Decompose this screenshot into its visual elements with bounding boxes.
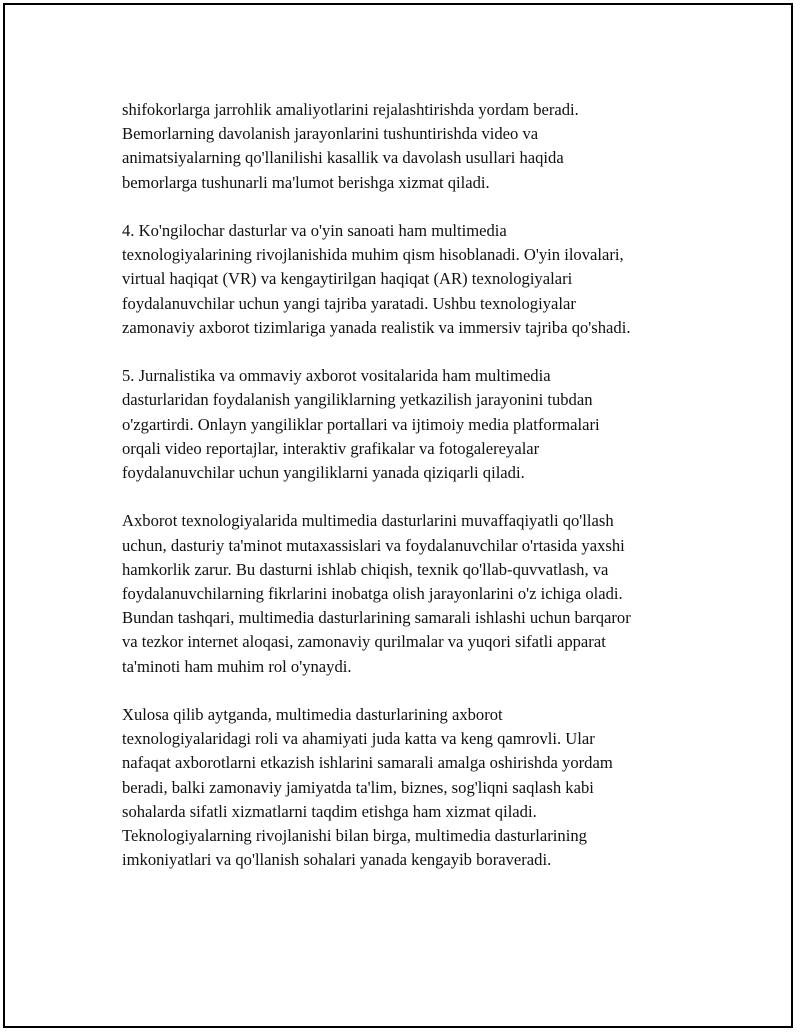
- text-line: uchun, dasturiy ta'minot mutaxassislari va foydalanuvchilar o'rtasida yaxshi: [122, 535, 625, 555]
- text-line: beradi, balki zamonaviy jamiyatda ta'lim, biznes, sog'liqni saqlash kabi: [122, 777, 594, 797]
- paragraph-conclusion: [122, 703, 712, 872]
- text-line: ta'minoti ham muhim rol o'ynaydi.: [122, 656, 352, 676]
- paragraph-successful-application: [122, 509, 712, 678]
- text-line: virtual haqiqat (VR) va kengaytirilgan haqiqat (AR) texnologiyalari: [122, 269, 573, 289]
- text-line: shifokorlarga jarrohlik amaliyotlarini rejalashtirishda yordam beradi.: [122, 100, 579, 119]
- text-line: foydalanuvchilarning fikrlarini inobatga olish jarayonlarini o'z ichiga oladi.: [122, 584, 623, 604]
- document-page: [3, 3, 793, 1028]
- text-line: zamonaviy axborot tizimlariga yanada realistik va immersiv tajriba qo'shadi.: [122, 317, 631, 337]
- text-line: nafaqat axborotlarni etkazish ishlarini samarali amalga oshirishda yordam: [122, 753, 613, 773]
- text-line: foydalanuvchilar uchun yangiliklarni yanada qiziqarli qiladi.: [122, 463, 525, 483]
- text-line: Xulosa qilib aytganda, multimedia dasturlarining axborot: [122, 705, 503, 725]
- text-line: bemorlarga tushunarli ma'lumot berishga xizmat qiladi.: [122, 172, 490, 192]
- text-line: Axborot texnologiyalarida multimedia dasturlarini muvaffaqiyatli qo'llash: [122, 511, 614, 531]
- text-line: dasturlaridan foydalanish yangiliklarning yetkazilish jarayonini tubdan: [122, 390, 593, 410]
- text-line: imkoniyatlari va qo'llanish sohalari yanada kengayib boraveradi.: [122, 850, 552, 870]
- text-line: sohalarda sifatli xizmatlarni taqdim etishga ham xizmat qiladi.: [122, 801, 537, 821]
- text-line: foydalanuvchilar uchun yangi tajriba yaratadi. Ushbu texnologiyalar: [122, 293, 576, 313]
- text-line: animatsiyalarning qo'llanilishi kasallik va davolash usullari haqida: [122, 148, 564, 168]
- text-line: Bemorlarning davolanish jarayonlarini tushuntirishda video va: [122, 124, 539, 144]
- text-line: texnologiyalarining rivojlanishida muhim qism hisoblanadi. O'yin ilovalari,: [122, 245, 624, 265]
- text-line: 5. Jurnalistika va ommaviy axborot vositalarida ham multimedia: [122, 366, 551, 386]
- paragraph-journalism: [122, 364, 712, 485]
- text-line: 4. Ko'ngilochar dasturlar va o'yin sanoati ham multimedia: [122, 221, 507, 240]
- text-line: hamkorlik zarur. Bu dasturni ishlab chiqish, texnik qo'llab-quvvatlash, va: [122, 559, 609, 579]
- text-line: Bundan tashqari, multimedia dasturlarining samarali ishlashi uchun barqaror: [122, 608, 631, 628]
- text-line: va tezkor internet aloqasi, zamonaviy qurilmalar va yuqori sifatli apparat: [122, 632, 606, 652]
- paragraph-medicine-continued: [122, 98, 712, 195]
- paragraph-entertainment: [122, 219, 712, 340]
- text-line: orqali video reportajlar, interaktiv grafikalar va fotogalereyalar: [122, 438, 540, 458]
- text-line: Teknologiyalarning rivojlanishi bilan birga, multimedia dasturlarining: [122, 826, 587, 846]
- text-line: texnologiyalaridagi roli va ahamiyati juda katta va keng qamrovli. Ular: [122, 729, 595, 749]
- text-line: o'zgartirdi. Onlayn yangiliklar portallari va ijtimoiy media platformalari: [122, 414, 600, 434]
- document-body: [122, 98, 712, 897]
